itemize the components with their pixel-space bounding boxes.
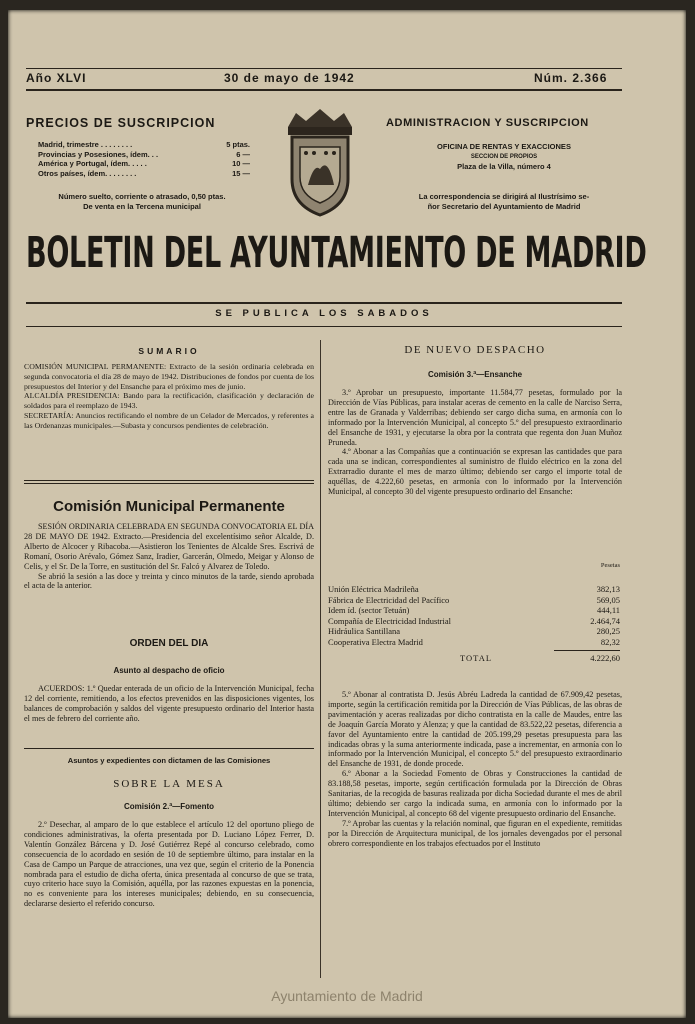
table-row: Unión Eléctrica Madrileña 382,13	[328, 584, 620, 594]
price-row: Otros países, ídem. . . . . . . . 15 —	[38, 168, 250, 178]
table-row: Fábrica de Electricidad del Pacífico 569,05	[328, 594, 620, 605]
price-list	[38, 140, 250, 178]
administration-notes: La correspondencia se dirigirá al Ilustrísimo se- ñor Secretario del Ayuntamiento de Madrid	[418, 192, 590, 211]
title-rule	[26, 302, 622, 304]
administration-heading: ADMINISTRACION Y SUSCRIPCION	[386, 117, 589, 129]
commission-heading: Comisión Municipal Permanente	[53, 498, 285, 515]
session-paragraph: SESIÓN ORDINARIA CELEBRADA EN SEGUNDA CONVOCATORIA EL DÍA 28 DE MAYO DE 1942. Extracto.—Presidencia del excelentísimo señor Alcalde, D. Alberto de Alcocer y Ribacoba.—Asistieron los Tenientes de Alcalde Sres. Escrivá de Romaní, Osorio Arévalo, Gómez Sanz, Iradier, Garcerán, Olmedo, Meigar y Alonso de Celis, y el Sr. De la Torre, en sustitución del Sr. Falcó y Alvarez de Toledo. Se abrió la sesión a las doce y treinta y cinco minutos de la tarde, siendo aprobada el acta de la anterior.	[24, 522, 314, 591]
asunto-heading: Asunto al despacho de oficio	[113, 666, 225, 675]
publication-frequency: SE PUBLICA LOS SABADOS	[215, 308, 433, 319]
sumario-rule	[24, 480, 314, 481]
administration-address: OFICINA DE RENTAS Y EXACCIONES SECCION DE PROPIOS Plaza de la Villa, número 4	[437, 142, 571, 171]
sumario-item: SECRETARÍA: Anuncios rectificando el nombre de un Celador de Mercados, y referentes a las Ordenanzas municipales.—Subasta y concursos pendientes de celebración.	[24, 410, 314, 430]
comision-ensanche-heading: Comisión 3.ª—Ensanche	[427, 370, 523, 379]
subscription-heading: PRECIOS DE SUSCRIPCION	[26, 116, 216, 130]
watermark: Ayuntamiento de Madrid	[271, 988, 423, 1004]
asuntos-heading: Asuntos y expedientes con dictamen de las Comisiones	[67, 756, 271, 765]
coat-of-arms-icon	[278, 107, 362, 219]
fomento-paragraph: 2.º Desechar, al amparo de lo que establece el artículo 12 del oportuno pliego de condiciones administrativas, la oferta presentada por D. Luciano López Ferrer, D. Valentín González Bárcena y D. José Gutiérrez Repé al concurso celebrado, como consecuencia de lo acordado en sesión de 10 de septiembre último, para instalar en la Casa de Campo un Parque de atracciones, una vez que, según el criterio de la Ponencia nombrada para el estudio de dicha oferta, única presentada al concurso de que se trata, cuyo criterio hace suyo la Comisión, aquélla, por las razones expuestas en la ponencia, no es conveniente para los intereses municipales; debiendo, en su consecuencia, declararse desierto el referido concurso.	[24, 820, 314, 909]
table-row: Hidráulica Santillana 280,25	[328, 626, 620, 637]
sumario-item: COMISIÓN MUNICIPAL PERMANENTE: Extracto de la sesión ordinaria celebrada en segunda convocatoria el día 28 de mayo de 1942. Distribuciones de fondos por cuenta de los presupuestos del Interior y del Ensanche para el próximo mes de junio.	[24, 362, 314, 391]
price-row: Madrid, trimestre . . . . . . . . 5 ptas.	[38, 140, 250, 149]
sumario-list	[24, 362, 314, 431]
comision-fomento-heading: Comisión 2.ª—Fomento	[123, 802, 215, 811]
pesetas-label: Pesetas	[600, 562, 620, 569]
table-row: Compañía de Electricidad Industrial 2.464,74	[328, 615, 620, 626]
table-row: Idem íd. (sector Tetuán) 444,11	[328, 605, 620, 616]
price-row: Provincias y Posesiones, ídem. . . 6 —	[38, 149, 250, 159]
issue-date: 30 de mayo de 1942	[224, 71, 355, 85]
issue-number: Núm. 2.366	[534, 71, 608, 85]
column-divider	[320, 340, 321, 978]
newspaper-title: BOLETIN DEL AYUNTAMIENTO DE MADRID	[26, 228, 647, 278]
subtitle-rule	[26, 326, 622, 327]
issue-year: Año XLVI	[26, 71, 87, 85]
payments-paragraphs: 5.º Abonar al contratista D. Jesús Abréu Ladreda la cantidad de 67.909,42 pesetas, importe, según la certificación remitida por la Dirección de Vías Públicas, de las obras de pavimentación y aceras realizadas por dicho contratista en la calle de Maudes, entre las de Joaquín García Morato y Alenza; y que la cantidad de 83.522,22 pesetas, diferencia a favor del Ayuntamiento entre la cantidad de 205.199,29 pesetas presupuesta para las indicadas obras y la suma anteriormente indicada, pase a incrementar, en armonía con lo informado por la Intervención Municipal, el concepto 5.º del presupuesto extraordinario del Ensanche de 1931, de donde procede. 6.º Abonar a la Sociedad Fomento de Obras y Construcciones la cantidad de 83.188,58 pesetas, importe, según certificación formulada por la Dirección de Obras Sanitarias, de la recogida de basuras realizada por dicha Sociedad durante el mes de abril último; debiendo ser cargo la indicada suma, en armonía con lo informado por la Intervención Municipal, al concepto 68 del vigente presupuesto ordinario del Ensanche. 7.º Aprobar las cuentas y la relación nominal, que figuran en el expediente, remitidas por la Dirección de Arquitectura municipal, de los jornales devengados por el personal obrero correspondiente en los trabajos efectuados por el Instituto	[328, 690, 622, 848]
orden-del-dia-heading: ORDEN DEL DIA	[129, 638, 209, 649]
section-rule	[24, 748, 314, 749]
top-rule	[26, 68, 622, 69]
newspaper-page	[8, 10, 686, 1018]
nuevo-despacho-heading: DE NUEVO DESPACHO	[404, 344, 546, 356]
electricity-table	[328, 584, 620, 663]
sumario-heading: SUMARIO	[138, 346, 200, 356]
acuerdos-paragraph: ACUERDOS: 1.º Quedar enterada de un oficio de la Intervención Municipal, fecha 12 del corriente, remitiendo, a los efectos prevenidos en las disposiciones vigentes, los balances de comprobación y saldos del vigente presupuesto ordinario del Interior hasta el mes de febrero del corriente año.	[24, 684, 314, 723]
ensanche-paragraphs: 3.º Aprobar un presupuesto, importante 11.584,77 pesetas, formulado por la Dirección de Vías Públicas, para instalar aceras de cemento en la calle de Narciso Serra, entre las de Granada y Valderribas; debiendo ser cargo dicha suma, en armonía con lo informado por la Intervención Municipal, al concepto 5.º del presupuesto extraordinario del Ensanche de 1931, y ejecutarse la obra por la contrata que regenta don Juan Muñoz Pruneda. 4.º Abonar a las Compañías que a continuación se expresan las cantidades que para cada una se indican, correspondientes al suministro de fluido eléctrico en la zona del Extrarradio durante el mes de marzo último; debiendo ser cargo el importe total de aquéllas, de 4.222,60 pesetas, en armonía con lo informado por la Intervención Municipal, al concepto 30 del vigente presupuesto ordinario del Ensanche:	[328, 388, 622, 497]
subscription-notes: Número suelto, corriente o atrasado, 0,50 ptas. De venta en la Tercena municipal	[58, 192, 226, 211]
sobre-la-mesa-heading: SOBRE LA MESA	[113, 778, 225, 790]
price-row: América y Portugal, ídem. . . . . 10 —	[38, 159, 250, 168]
masthead-rule	[26, 89, 622, 91]
sumario-item: ALCALDÍA PRESIDENCIA: Bando para la rectificación, clasificación y declaración de soldados para el reemplazo de 1943.	[24, 391, 314, 411]
table-row: Cooperativa Electra Madrid 82,32	[328, 636, 620, 647]
sumario-rule	[24, 483, 314, 484]
total-row: TOTAL 4.222,60	[460, 652, 620, 663]
total-rule	[554, 650, 620, 651]
